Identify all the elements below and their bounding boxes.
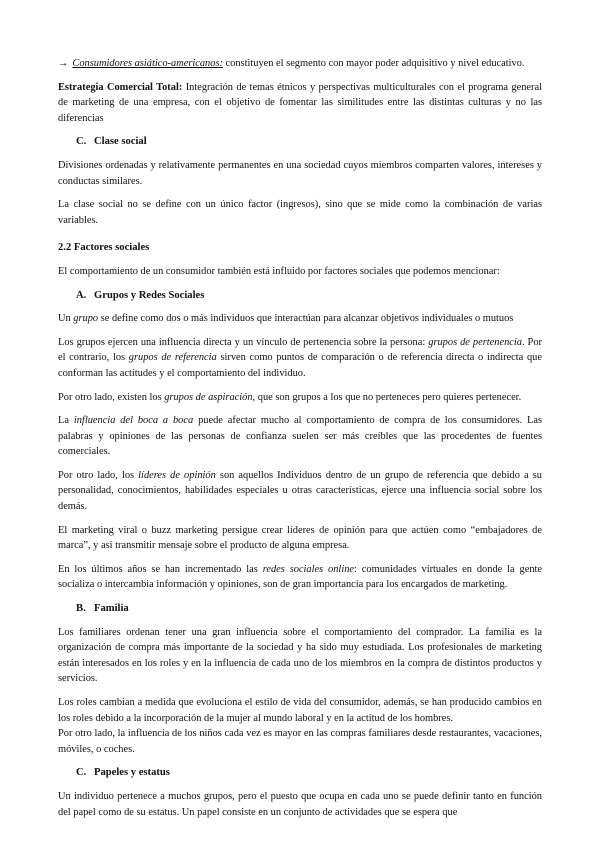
- text: , que son grupos a los que no perteneces pero quieres pertenecer.: [252, 391, 522, 403]
- text: puede afectar mucho al comportamiento de compra de los consumidores. Las palabras y opiniones de las personas de confianza suelen ser más creíbles que las procedentes de fuentes comerciales.: [58, 415, 543, 458]
- heading-letter: A.: [76, 289, 87, 301]
- text: Por otro lado, los: [58, 469, 139, 481]
- term-redes-sociales: redes sociales online: [262, 563, 355, 575]
- paragraph-redes-sociales: [58, 562, 542, 593]
- heading-title: Grupos y Redes Sociales: [94, 289, 205, 301]
- heading-grupos: [58, 288, 542, 304]
- heading-papeles: [58, 765, 542, 781]
- heading-clase-social: [58, 134, 542, 150]
- text: En los últimos años se han incrementado las: [58, 563, 263, 575]
- paragraph-grupo-def: [58, 311, 542, 327]
- term-grupo: grupo: [73, 313, 99, 325]
- text: son aquellos Individuos dentro de un grupo de referencia que debido a su personalidad, conocimientos, habilidades especiales u otras características, ejerce una influencia social sobre los demás.: [58, 469, 542, 513]
- arrow-glyph: →: [58, 58, 69, 69]
- term-boca-a-boca: influencia del boca a boca: [73, 415, 194, 427]
- term-estrategia: Estrategia Comercial Total:: [58, 81, 183, 93]
- paragraph-grupos-pertenencia: [58, 335, 542, 382]
- heading-title: Familia: [94, 603, 129, 615]
- paragraph-grupos-aspiracion: [58, 390, 542, 406]
- term-grupos-pertenencia: grupos de pertenencia: [428, 336, 522, 348]
- paragraph-familia-1: Los familiares ordenan tener una gran influencia sobre el comportamiento del comprador. La familia es la organización de compra más importante de la sociedad y ha sido muy estudiada. Los profesionales de marketing están interesados en los roles y en la influencia de cada uno de los miembros en la compra de distintos productos y servicios.: [58, 626, 542, 685]
- text: se define como dos o más individuos que interactúan para alcanzar objetivos individuales o mutuos: [98, 313, 514, 325]
- paragraph-familia-3: Por otro lado, la influencia de los niños cada vez es mayor en las compras familiares desde restaurantes, vacaciones, móviles, o coches.: [58, 728, 542, 755]
- heading-letter: B.: [76, 603, 86, 615]
- paragraph-lideres: [58, 468, 542, 515]
- paragraph-clase-1: Divisiones ordenadas y relativamente permanentes en una sociedad cuyos miembros comparten valores, intereses y conductas similares.: [58, 159, 542, 187]
- paragraph-asian-american: [58, 56, 542, 72]
- text: Un: [58, 313, 74, 325]
- paragraph-boca-a-boca: [58, 413, 542, 460]
- text: . Por el contrario, los: [58, 336, 542, 364]
- heading-letter: C.: [76, 136, 87, 148]
- heading-factores-sociales: 2.2 Factores sociales: [58, 242, 150, 254]
- heading-letter: C.: [76, 767, 87, 779]
- text: Por otro lado, existen los: [58, 391, 165, 403]
- text: : comunidades virtuales en donde la gente socializa o intercambia información y opiniones, son de gran importancia para los encargados de marketing.: [58, 563, 543, 591]
- heading-familia: [58, 601, 542, 617]
- text: La: [58, 415, 74, 427]
- term-lideres-opinion: líderes de opinión: [138, 469, 216, 481]
- text: sirven como puntos de comparación o de referencia directa o indirecta que conforman las actitudes y el comportamiento del individuo.: [58, 352, 542, 379]
- heading-title: Papeles y estatus: [94, 767, 170, 779]
- paragraph-papeles: Un individuo pertenece a muchos grupos, pero el puesto que ocupa en cada uno se puede definir tanto en función del papel como de su estatus. Un papel consiste en un conjunto de actividades que se espera que: [58, 790, 542, 818]
- paragraph-factores-intro: El comportamiento de un consumidor también está influido por factores sociales que podemos mencionar:: [58, 265, 500, 277]
- text: Los grupos ejercen una influencia directa y un vínculo de pertenencia sobre la persona:: [58, 336, 429, 348]
- paragraph-estrategia: [58, 80, 542, 127]
- term-grupos-referencia: grupos de referencia: [128, 352, 217, 364]
- document-page: [58, 56, 542, 828]
- heading-title: Clase social: [94, 136, 147, 148]
- paragraph-marketing-viral: El marketing viral o buzz marketing persigue crear líderes de opinión para que actúen como “embajadores de marca”, y así transmitir mensaje sobre el producto de alguna empresa.: [58, 524, 542, 552]
- paragraph-text: Integración de temas étnicos y perspectivas multiculturales con el programa general de marketing de una empresa, con el objetivo de fomentar las similitudes entre las distintas culturas y no las diferencias: [58, 81, 542, 124]
- term-asian-american: Consumidores asiático-americanos:: [72, 58, 223, 69]
- paragraph-familia-2: Los roles cambian a medida que evoluciona el estilo de vida del consumidor, además, se han producido cambios en los roles debido a la incorporación de la mujer al mundo laboral y en la actitud de los hombres.: [58, 697, 542, 724]
- paragraph-clase-2: La clase social no se define con un único factor (ingresos), sino que se mide como la combinación de varias variables.: [58, 199, 542, 226]
- paragraph-text: constituyen el segmento con mayor poder adquisitivo y nivel educativo.: [222, 58, 525, 69]
- term-grupos-aspiracion: grupos de aspiración: [164, 391, 253, 403]
